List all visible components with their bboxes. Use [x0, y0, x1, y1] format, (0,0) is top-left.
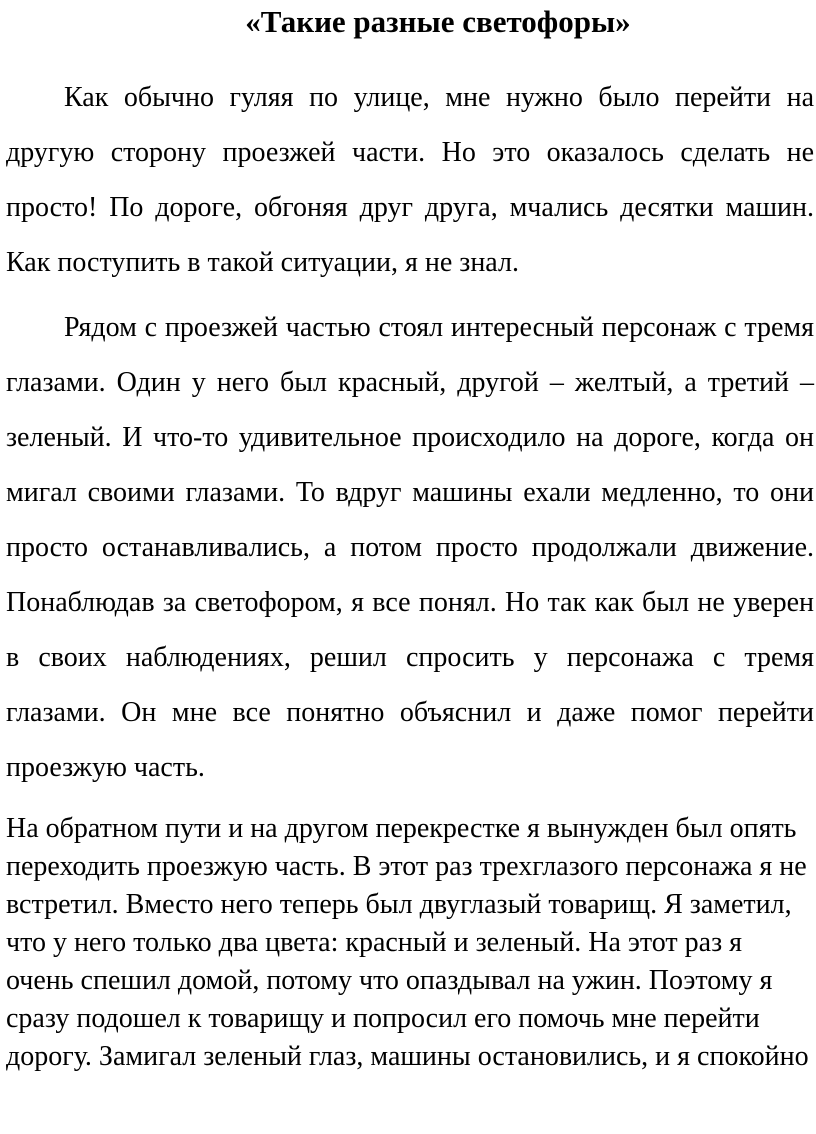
- paragraph-3: На обратном пути и на другом перекрестке я вынужден был опять переходить проезжую часть. В этот раз трехглазого персонажа я не встретил. Вместо него теперь был двуглазый товарищ. Я заметил, что у него только два цвета: красный и зеленый. На этот раз я очень спешил домой, потому что опаздывал на ужин. Поэтому я сразу подошел к товарищу и попросил его помочь мне перейти дорогу. Замигал зеленый глаз, машины остановились, и я спокойно: [6, 813, 809, 1072]
- paragraph-1: Как обычно гуляя по улице, мне нужно было перейти на другую сторону проезжей части. Но это оказалось сделать не просто! По дороге, обгоняя друг друга, мчались десятки машин. Как поступить в такой ситуации, я не знал.: [6, 82, 814, 278]
- paragraph-2: Рядом с проезжей частью стоял интересный персонаж с тремя глазами. Один у него был красный, другой – желтый, а третий – зеленый. И что-то удивительное происходило на дороге, когда он мигал своими глазами. То вдруг машины ехали медленно, то они просто останавливались, а потом просто продолжали движение. Понаблюдав за светофором, я все понял. Но так как был не уверен в своих наблюдениях, решил спросить у персонажа с тремя глазами. Он мне все понятно объяснил и даже помог перейти проезжую часть.: [6, 312, 814, 783]
- document-title: «Такие разные светофоры»: [245, 4, 631, 39]
